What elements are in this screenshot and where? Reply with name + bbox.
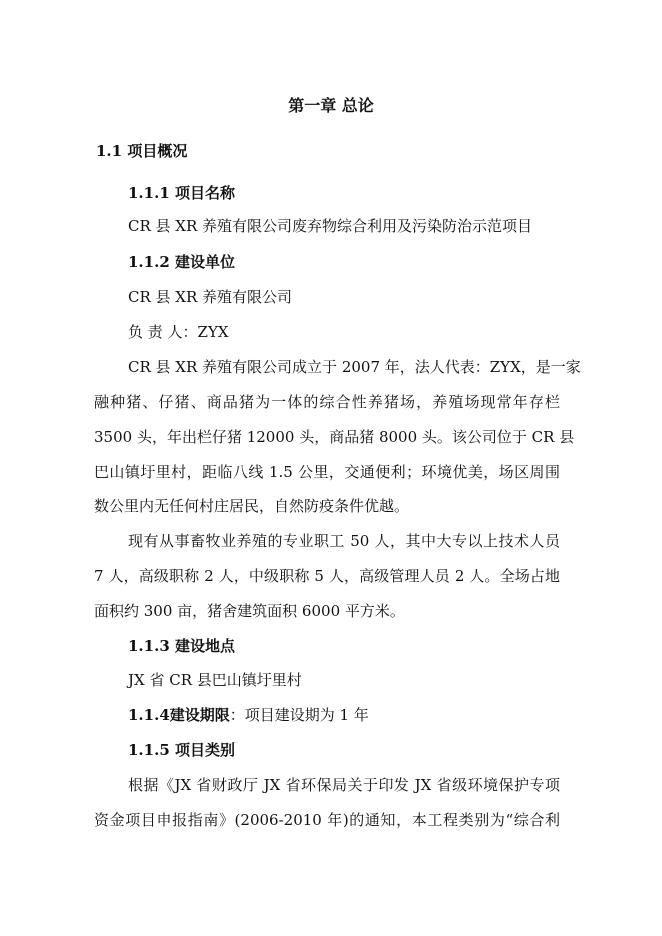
project-name-text: CR 县 XR 养殖有限公司废弃物综合利用及污染防治示范项目 (128, 217, 533, 235)
paragraph-line: 面积约 300 亩，猪舍建筑面积 6000 平方米。 (94, 602, 405, 620)
paragraph-line: 巴山镇圩里村，距临八线 1.5 公里，交通便利；环境优美，场区周围 (94, 463, 560, 481)
person-in-charge-text: 负 责 人：ZYX (128, 323, 229, 341)
paragraph-line: 融种猪、仔猪、商品猪为一体的综合性养猪场，养殖场现常年存栏 (94, 393, 560, 411)
paragraph-line: 根据《JX 省财政厅 JX 省环保局关于印发 JX 省级环境保护专项 (128, 776, 560, 794)
subsection-heading-1-1-3: 1.1.3 建设地点 (128, 637, 235, 655)
subsection-heading-1-1-4: 1.1.4建设期限 (128, 706, 230, 724)
construction-period-text: ：项目建设期为 1 年 (229, 706, 369, 724)
paragraph-line: 资金项目申报指南》(2006-2010 年)的通知，本工程类别为“综合利 (94, 811, 560, 829)
paragraph-line: 7 人，高级职称 2 人，中级职称 5 人，高级管理人员 2 人。全场占地 (94, 567, 560, 585)
construction-period-line (128, 705, 369, 725)
subsection-heading-1-1-2: 1.1.2 建设单位 (128, 253, 235, 271)
location-text: JX 省 CR 县巴山镇圩里村 (128, 671, 302, 689)
subsection-heading-1-1-5: 1.1.5 项目类别 (128, 741, 235, 759)
paragraph-line: 现有从事畜牧业养殖的专业职工 50 人，其中大专以上技术人员 (128, 532, 560, 550)
section-heading-1-1: 1.1 项目概况 (96, 142, 188, 160)
chapter-title: 第一章 总论 (288, 96, 374, 115)
paragraph-line: 数公里内无任何村庄居民，自然防疫条件优越。 (94, 497, 410, 515)
paragraph-line: 3500 头，年出栏仔猪 12000 头，商品猪 8000 头。该公司位于 CR 县 (94, 428, 575, 446)
paragraph-line: CR 县 XR 养殖有限公司成立于 2007 年，法人代表：ZYX，是一家 (128, 358, 581, 376)
subsection-heading-1-1-1: 1.1.1 项目名称 (128, 184, 235, 202)
company-name-text: CR 县 XR 养殖有限公司 (128, 288, 293, 306)
